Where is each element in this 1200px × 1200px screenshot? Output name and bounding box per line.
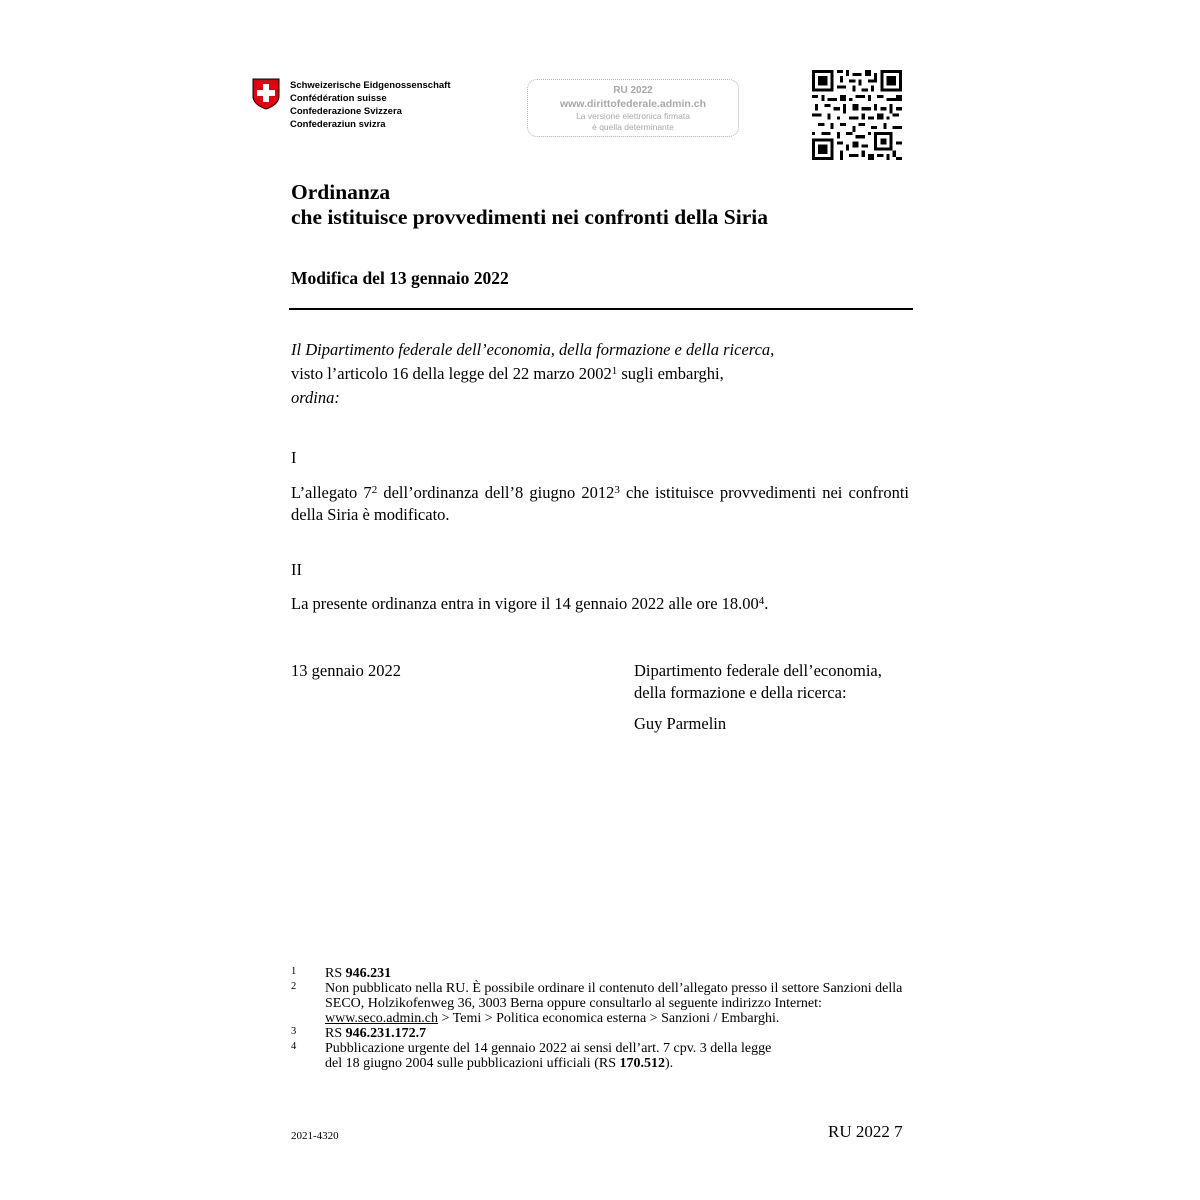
footnote-text-part: Non pubblicato nella RU. È possibile ordinare il contenuto dell’allegato presso il settore Sanzioni della SECO, Holzikofenweg 36, 3003 Berna oppure consultarlo al seguente indirizzo Internet: [325, 981, 903, 1011]
issuing-authority: Il Dipartimento federale dell’economia, della formazione e della ricerca, [291, 340, 775, 359]
footnote-number: 3 [291, 1026, 297, 1037]
footnote-rs-number: 170.512 [619, 1056, 665, 1071]
confederation-name-it: Confederazione Svizzera [290, 106, 402, 117]
preamble [291, 338, 911, 410]
footnote-text [325, 1041, 911, 1071]
section-2-text-b: . [764, 594, 769, 613]
footnote-rs-number: 946.231 [345, 966, 392, 981]
signature-block [634, 660, 882, 735]
confederation-name-fr: Confédération suisse [290, 93, 387, 104]
stamp-collection: RU 2022 [613, 85, 653, 96]
amendment-date-heading: Modifica del 13 gennaio 2022 [291, 268, 509, 288]
footnote-ref-3[interactable]: 3 [614, 484, 620, 496]
footnote-text-end: ). [664, 1056, 674, 1071]
page-reference: RU 2022 7 [828, 1122, 903, 1141]
footnote-text-line-1: Pubblicazione urgente del 14 gennaio 2022 ai sensi dell’art. 7 cpv. 3 della legge [325, 1041, 772, 1056]
stamp-note-1: La versione elettronica firmata [576, 111, 690, 121]
ordains-label: ordina: [291, 388, 340, 407]
document-number: 2021-4320 [291, 1130, 339, 1142]
footnote-text-line-2: del 18 giugno 2004 sulle pubblicazioni ufficiali (RS [325, 1056, 620, 1071]
document-title [291, 180, 768, 230]
footnote-prefix: RS [325, 1026, 346, 1041]
footnote-prefix: RS [325, 966, 346, 981]
department-name-line-2: della formazione e della ricerca: [634, 683, 847, 702]
footnotes [291, 966, 911, 1071]
footnote-text-part: > Temi > Politica economica esterna > Sanzioni / Embarghi. [438, 1011, 780, 1026]
signing-date: 13 gennaio 2022 [291, 661, 401, 680]
legal-basis-text-end: sugli embarghi, [617, 364, 724, 383]
footnote-number: 4 [291, 1041, 297, 1052]
footnote-rs-number: 946.231.172.7 [345, 1026, 427, 1041]
section-1-text [291, 482, 909, 526]
footnote-ref-1[interactable]: 1 [611, 365, 618, 377]
legal-basis [291, 362, 911, 386]
footnote-text [325, 1026, 911, 1041]
legal-basis-text: visto l’articolo 16 della legge del 22 marzo 2002 [291, 364, 612, 383]
section-2-text [291, 593, 909, 615]
footnote-text [325, 981, 911, 1026]
signatory-name: Guy Parmelin [634, 714, 727, 733]
confederation-names [290, 79, 451, 131]
section-1-text-b: dell’ordinanza dell’8 giugno 2012 [377, 483, 615, 502]
title-line-1: Ordinanza [291, 180, 391, 204]
confederation-name-rm: Confederaziun svizra [290, 119, 386, 130]
title-line-2: che istituisce provvedimenti nei confronti della Siria [291, 205, 768, 229]
seco-link[interactable]: www.seco.admin.ch [325, 1011, 439, 1026]
swiss-cross-icon [252, 78, 280, 110]
qr-code-icon[interactable] [812, 70, 902, 160]
stamp-url[interactable]: www.dirittofederale.admin.ch [559, 98, 707, 110]
section-number-2: II [291, 560, 302, 579]
stamp-note-2: è quella determinante [592, 122, 674, 132]
section-number-1: I [291, 448, 297, 467]
confederation-name-de: Schweizerische Eidgenossenschaft [290, 80, 451, 91]
footnote-number: 2 [291, 981, 297, 992]
footnote-3 [291, 1026, 911, 1041]
footnote-1 [291, 966, 911, 981]
electronic-version-stamp [527, 79, 739, 137]
footnote-4 [291, 1041, 911, 1071]
footnote-2 [291, 981, 911, 1026]
footnote-ref-2[interactable]: 2 [371, 484, 378, 496]
title-divider [289, 308, 913, 310]
section-1-text-c: che istituisce provvedimenti nei confronti della Siria è modificato. [291, 483, 909, 524]
section-1-text-a: L’allegato 7 [291, 483, 372, 502]
footnote-ref-4[interactable]: 4 [758, 595, 765, 607]
footnote-number: 1 [291, 966, 297, 977]
section-2-text-a: La presente ordinanza entra in vigore il 14 gennaio 2022 alle ore 18.00 [291, 594, 759, 613]
footnote-text [325, 966, 911, 981]
department-name-line-1: Dipartimento federale dell’economia, [634, 661, 882, 680]
